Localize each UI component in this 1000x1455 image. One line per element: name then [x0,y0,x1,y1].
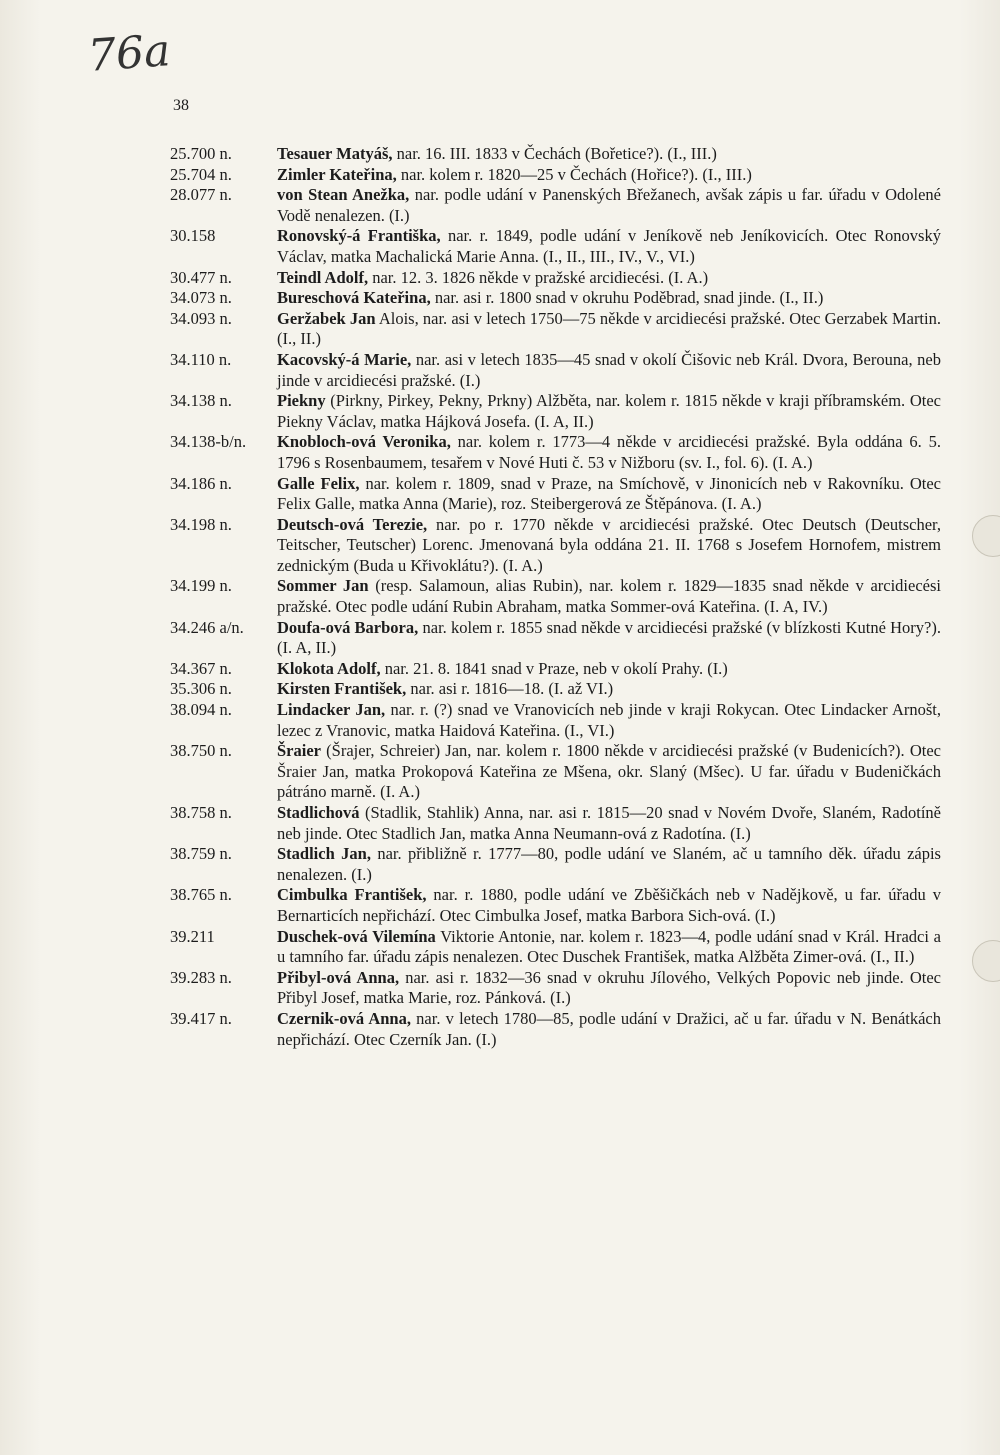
entry-row [170,165,950,186]
entry-details: (Šrajer, Schreier) Jan, nar. kolem r. 1800 někde v arcidiecési pražské (v Budenicích?). Otec Šraier Jan, matka Prokopová Kateřina ze Mšena, okr. Slaný (Mšec). U far. úřadu v Budeničkách pátráno marně. (I. A.) [277,741,941,802]
entry-text [277,700,941,741]
entry-number: 34.093 n. [170,308,232,328]
entry-details: (Pirkny, Pirkey, Pekny, Prkny) Alžběta, nar. kolem r. 1815 někde v kraji příbramském. Otec Piekny Václav, matka Hájková Josefa. (I. A, II.) [277,391,941,431]
entry-details: nar. kolem r. 1855 snad někde v arcidiecési pražské (v blízkosti Kutné Hory?). (I. A, II.) [277,617,941,658]
entry-list [170,144,950,1050]
entry-details: Viktorie Antonie, nar. kolem r. 1823—4, podle udání snad v Král. Hradci a u tamního far. úřadu zápis nenalezen. Otec Duschek František, matka Alžběta Zimer-ová. (I., II.) [277,926,941,967]
entry-row [170,515,950,577]
entry-name: Klokota Adolf, [277,658,381,678]
entry-row [170,700,950,741]
entry-number: 34.199 n. [170,576,232,596]
entry-details: nar. r. (?) snad ve Vranovicích neb jinde v kraji Rokycan. Otec Lindacker Arnošt, lezec z Vranovic, matka Haidová Kateřina. (I., VI.) [277,700,942,740]
entry-number: 38.750 n. [170,741,232,761]
entry-number: 25.700 n. [170,144,232,163]
entry-row [170,391,950,432]
entry-name: Galle Felix, [277,473,360,493]
entry-details: nar. kolem r. 1773—4 někde v arcidiecési pražské. Byla oddána 6. 5. 1796 s Rosenbaumem, tesařem v Nové Huti č. 53 v Nižboru (sv. I., fol. 6). (I. A.) [277,432,941,472]
entry-name: Stadlich Jan, [277,844,371,864]
entry-row [170,679,950,700]
entry-number: 28.077 n. [170,185,232,205]
entry-number: 38.759 n. [170,844,232,864]
entry-number: 34.198 n. [170,514,232,534]
entry-text [277,391,941,432]
entry-details: nar. 21. 8. 1841 snad v Praze, neb v okolí Prahy. (I.) [380,658,728,678]
entry-name: Knobloch-ová Veronika, [277,432,451,452]
entry-number: 39.211 [170,926,215,946]
entry-name: Kirsten František, [277,679,407,699]
entry-name: Geržabek Jan [277,308,376,328]
entry-name: Kacovský-á Marie, [277,349,412,369]
entry-row [170,474,950,515]
entry-row [170,576,950,617]
entry-name: Teindl Adolf, [277,267,369,287]
entry-name: Czernik-ová Anna, [277,1008,411,1028]
entry-number: 39.283 n. [170,967,232,987]
entry-number: 30.158 [170,226,216,246]
entry-name: Přibyl-ová Anna, [277,967,400,987]
entry-name: Cimbulka František, [277,885,427,905]
entry-text [277,679,941,700]
entry-number: 34.367 n. [170,658,232,678]
punch-hole [972,515,1000,557]
entry-name: Lindacker Jan, [277,700,386,720]
entry-text [277,927,941,968]
handwritten-note: 76a [86,25,172,82]
entry-row [170,844,950,885]
entry-row [170,226,950,267]
entry-row [170,927,950,968]
entry-name: Ronovský-á Františka, [277,226,441,246]
entry-text [277,515,941,577]
entry-details: (resp. Salamoun, alias Rubin), nar. kolem r. 1829—1835 snad někde v arcidiecési pražské. Otec podle udání Rubin Abraham, matka Sommer-ová Kateřina. (I. A, IV.) [277,576,941,617]
entry-name: Sommer Jan [277,576,369,596]
entry-name: Šraier [277,741,321,761]
entry-row [170,288,950,309]
entry-details: nar. v letech 1780—85, podle udání v Dražici, ač u far. úřadu v N. Benátkách nepřichází. Otec Czerník Jan. (I.) [277,1008,942,1049]
entry-details: nar. kolem r. 1820—25 v Čechách (Hořice?). (I., III.) [396,164,752,184]
entry-details: nar. r. 1880, podle udání ve Zběšičkách neb v Nadějkově, u far. úřadu v Bernarticích nepřichází. Otec Cimbulka Josef, matka Barbora Sich-ová. (I.) [277,885,941,925]
entry-text [277,350,941,391]
entry-number: 34.110 n. [170,349,232,369]
entry-number: 30.477 n. [170,267,232,287]
entry-text [277,741,941,803]
entry-name: Doufa-ová Barbora, [277,617,419,637]
entry-row [170,432,950,473]
entry-row [170,618,950,659]
entry-name: Stadlichová [277,803,360,822]
entry-text [277,268,941,289]
entry-number: 38.094 n. [170,700,232,720]
entry-text [277,576,941,617]
page-number: 38 [173,97,189,114]
entry-details: nar. podle udání v Panenských Břežanech, avšak zápis u far. úřadu v Odolené Vodě nenalezen. (I.) [277,185,941,225]
entry-text [277,1009,941,1050]
entry-text [277,968,941,1009]
entry-number: 34.186 n. [170,473,232,493]
entry-name: Piekny [277,391,326,411]
entry-name: Duschek-ová Vilemína [277,926,436,946]
entry-name: Zimler Kateřina, [277,164,397,184]
entry-details: nar. 16. III. 1833 v Čechách (Bořetice?). (I., III.) [392,144,717,163]
entry-row [170,268,950,289]
entry-details: nar. asi v letech 1835—45 snad v okolí Čišovic neb Král. Dvora, Berouna, neb jinde v arcidiecési pražské. (I.) [277,349,941,390]
entry-number: 34.073 n. [170,288,232,308]
entry-details: (Stadlik, Stahlik) Anna, nar. asi r. 1815—20 snad v Novém Dvoře, Slaném, Radotíně neb jinde. Otec Stadlich Jan, matka Anna Neumann-ová z Radotína. (I.) [277,803,941,843]
entry-details: nar. po r. 1770 někde v arcidiecési pražské. Otec Deutsch (Deutscher, Teitscher, Teutscher) Lorenc. Jmenovaná byla oddána 21. II. 1768 s Josefem Hornofem, mistrem zednickým (Buda u Křivoklátu?). (I. A.) [277,514,941,575]
entry-text [277,844,941,885]
entry-row [170,185,950,226]
entry-number: 34.138 n. [170,391,232,411]
entry-name: Deutsch-ová Terezie, [277,514,428,534]
entry-row [170,968,950,1009]
entry-number: 39.417 n. [170,1008,232,1028]
entry-number: 34.138-b/n. [170,432,247,452]
entry-row [170,1009,950,1050]
entry-text [277,618,941,659]
entry-details: nar. asi r. 1816—18. (I. až VI.) [406,679,614,699]
entry-details: nar. asi r. 1832—36 snad v okruhu Jílového, Velkých Popovic neb jinde. Otec Přibyl Josef, matka Marie, roz. Pánková. (I.) [277,967,941,1008]
entry-text [277,432,941,473]
entry-name: Bureschová Kateřina, [277,288,431,308]
entry-row [170,144,950,165]
punch-hole [972,940,1000,982]
entry-text [277,474,941,515]
entry-text [277,226,941,267]
entry-number: 34.246 a/n. [170,617,244,637]
entry-text [277,288,941,309]
entry-text [277,165,941,186]
entry-details: nar. asi r. 1800 snad v okruhu Poděbrad, snad jinde. (I., II.) [430,288,824,308]
entry-number: 35.306 n. [170,679,232,699]
entry-details: nar. r. 1849, podle udání v Jeníkově neb Jeníkovicích. Otec Ronovský Václav, matka Machalická Marie Anna. (I., II., III., IV., V., VI.) [277,226,941,266]
entry-number: 38.758 n. [170,803,232,822]
entry-row [170,659,950,680]
entry-details: nar. 12. 3. 1826 někde v pražské arcidiecési. (I. A.) [368,267,709,287]
entry-name: von Stean Anežka, [277,185,410,205]
entry-number: 38.765 n. [170,885,232,905]
entry-text [277,803,941,844]
entry-row [170,885,950,926]
entry-row [170,803,950,844]
entry-text [277,885,941,926]
entry-row [170,309,950,350]
entry-details: nar. kolem r. 1809, snad v Praze, na Smíchově, v Jinonicích neb v Rakovníku. Otec Felix Galle, matka Anna (Marie), roz. Steibergerová ze Štěpánova. (I. A.) [277,473,941,514]
entry-text [277,144,941,165]
entry-details: Alois, nar. asi v letech 1750—75 někde v arcidiecési pražské. Otec Gerzabek Martin. (I., II.) [277,308,941,349]
entry-details: nar. přibližně r. 1777—80, podle udání ve Slaném, ač u tamního děk. úřadu zápis nenalezen. (I.) [277,844,941,884]
entry-text [277,659,941,680]
entry-row [170,741,950,803]
entry-text [277,309,941,350]
entry-number: 25.704 n. [170,164,232,184]
entry-name: Tesauer Matyáš, [277,144,393,163]
entry-row [170,350,950,391]
entry-text [277,185,941,226]
